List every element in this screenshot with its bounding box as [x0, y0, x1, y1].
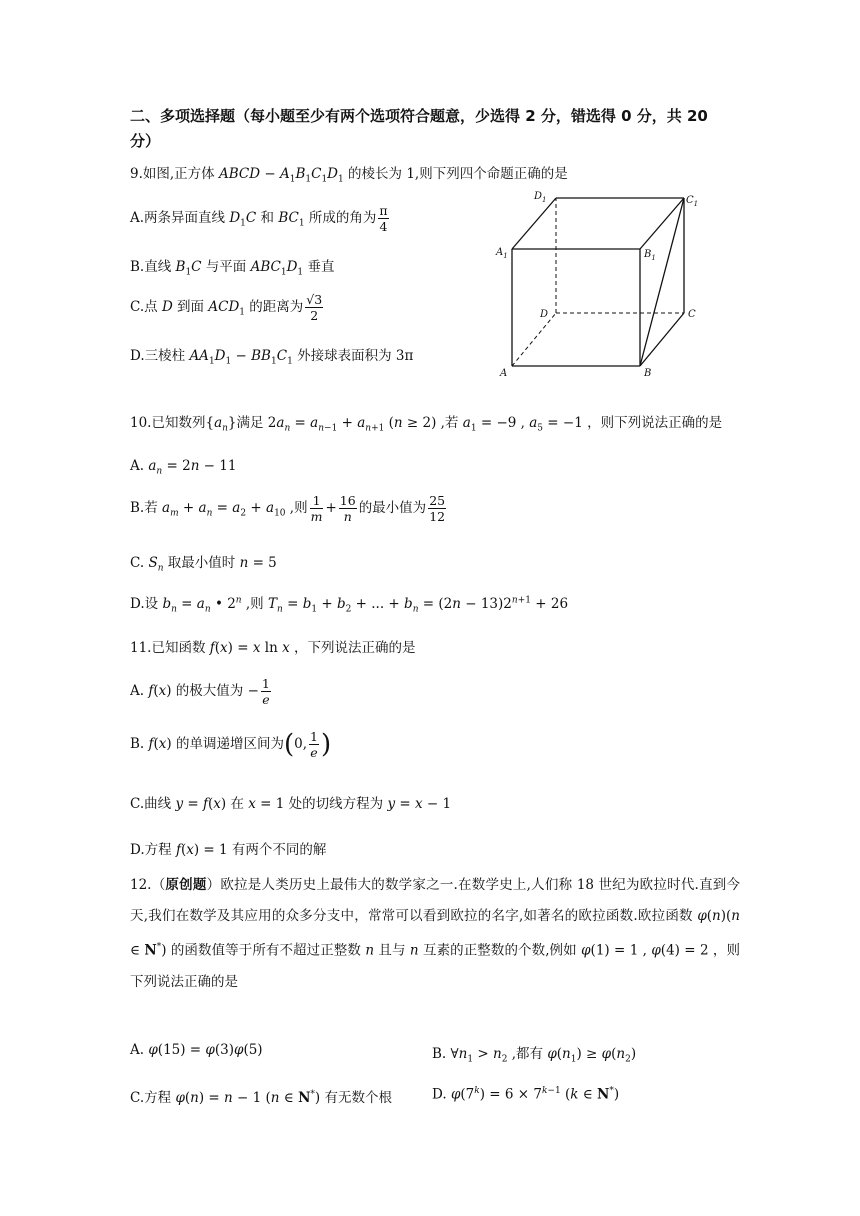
- label-c1: $C_1$: [686, 195, 699, 208]
- q12-option-a: A. φ(15) = φ(3)φ(5): [130, 1042, 263, 1058]
- label-a1: $A_1$: [496, 247, 508, 260]
- q12-option-b: B. $\forall n_1 > n_2$ ,都有 $\varphi(n_1) \ge \varphi(n_2)$: [432, 1046, 637, 1065]
- q11-option-b: B. f(x) 的单调递增区间为(0, $\frac{1}{e}$ ): [130, 729, 332, 760]
- section-title: 二、多项选择题（每小题至少有两个选项符合题意，少选得 2 分，错选得 0 分，共 20 分）: [130, 107, 708, 150]
- label-d: D: [540, 309, 549, 320]
- q12-stem: 12.（原创题）欧拉是人类历史上最伟大的数学家之一.在数学史上,人们称 18 世纪为欧拉时代.直到今天,我们在数学及其应用的众多分支中，常常可以看到欧拉的名字,如著名的欧拉函数.欧拉函数 φ(n)(n ∈ N*) 的函数值等于所有不超过正整数 n 且与 n 互素的正整数的个数,例如 φ(1) = 1 , φ(4) = 2 ，则下列说法正确的是: [130, 877, 741, 990]
- q10-option-b: B.若 $a_m + a_n = a_2 + a_{10}$ ,则 $\frac{1}{m}$ + $\frac{16}{n}$ 的最小值为 $\frac{25}{12}$: [130, 493, 446, 524]
- q10-option-d: D.设 $b_n = a_n$ • 2$^n$ ,则 $T_n = b_1 + b_2$ + ... + $b_n = (2n - 13)2^{n+1} + 26$: [130, 595, 569, 615]
- q9-option-d: D.三棱柱 $AA_1D_1 - BB_1C_1$ 外接球表面积为 3π: [130, 348, 414, 367]
- q9-option-a: A.两条异面直线 $D_1C$ 和 $BC_1$ 所成的角为 $\frac{\pi}{4}$: [130, 203, 388, 234]
- q11-option-d: D.方程 f(x) = 1 有两个不同的解: [130, 842, 327, 858]
- q11-option-c: C.曲线 y = f(x) 在 x = 1 处的切线方程为 y = x − 1: [130, 796, 452, 812]
- q9-option-b: B.直线 $B_1C$ 与平面 $ABC_1D_1$ 垂直: [130, 259, 335, 278]
- label-b: B: [644, 368, 652, 379]
- q10-option-c: C. $S_n$ 取最小值时 n = 5: [130, 555, 277, 574]
- q10-option-a: A. $a_n = 2n - 11$: [130, 458, 237, 477]
- label-b1: $B_1$: [644, 249, 656, 262]
- q12-option-d: D. $\varphi(7^k) = 6 \times 7^{k-1}$ (k ∈ N*): [432, 1086, 620, 1103]
- label-c: C: [688, 309, 696, 320]
- q11-option-a: A. f(x) 的极大值为 − $\frac{1}{e}$: [130, 676, 270, 707]
- label-a: A: [500, 368, 508, 379]
- edge-a1-d1: [512, 198, 556, 249]
- label-d1: $D_1$: [534, 191, 547, 204]
- q9-option-c: C.点 D 到面 $ACD_1$ 的距离为 $\frac{√3}{2}$: [130, 292, 323, 323]
- q11-stem: 11.已知函数 f(x) = x ln x ，下列说法正确的是: [130, 640, 416, 656]
- cube-figure: [490, 185, 710, 380]
- q10-stem: 10.已知数列$\{a_n\}$满足 $2a_n = a_{n-1} + a_{n+1}$ (n ≥ 2) ,若 $a_1 = -9$ , $a_5 = -1$ ，则下列说法正确的是: [130, 415, 723, 434]
- q9-stem: 9.如图,正方体 ABCD − $A_1B_1C_1D_1$ 的棱长为 1,则下列四个命题正确的是: [130, 166, 568, 185]
- q12-option-c: C.方程 φ(n) = n − 1 (n ∈ N*) 有无数个根: [130, 1089, 392, 1106]
- edge-a-d: [512, 313, 556, 366]
